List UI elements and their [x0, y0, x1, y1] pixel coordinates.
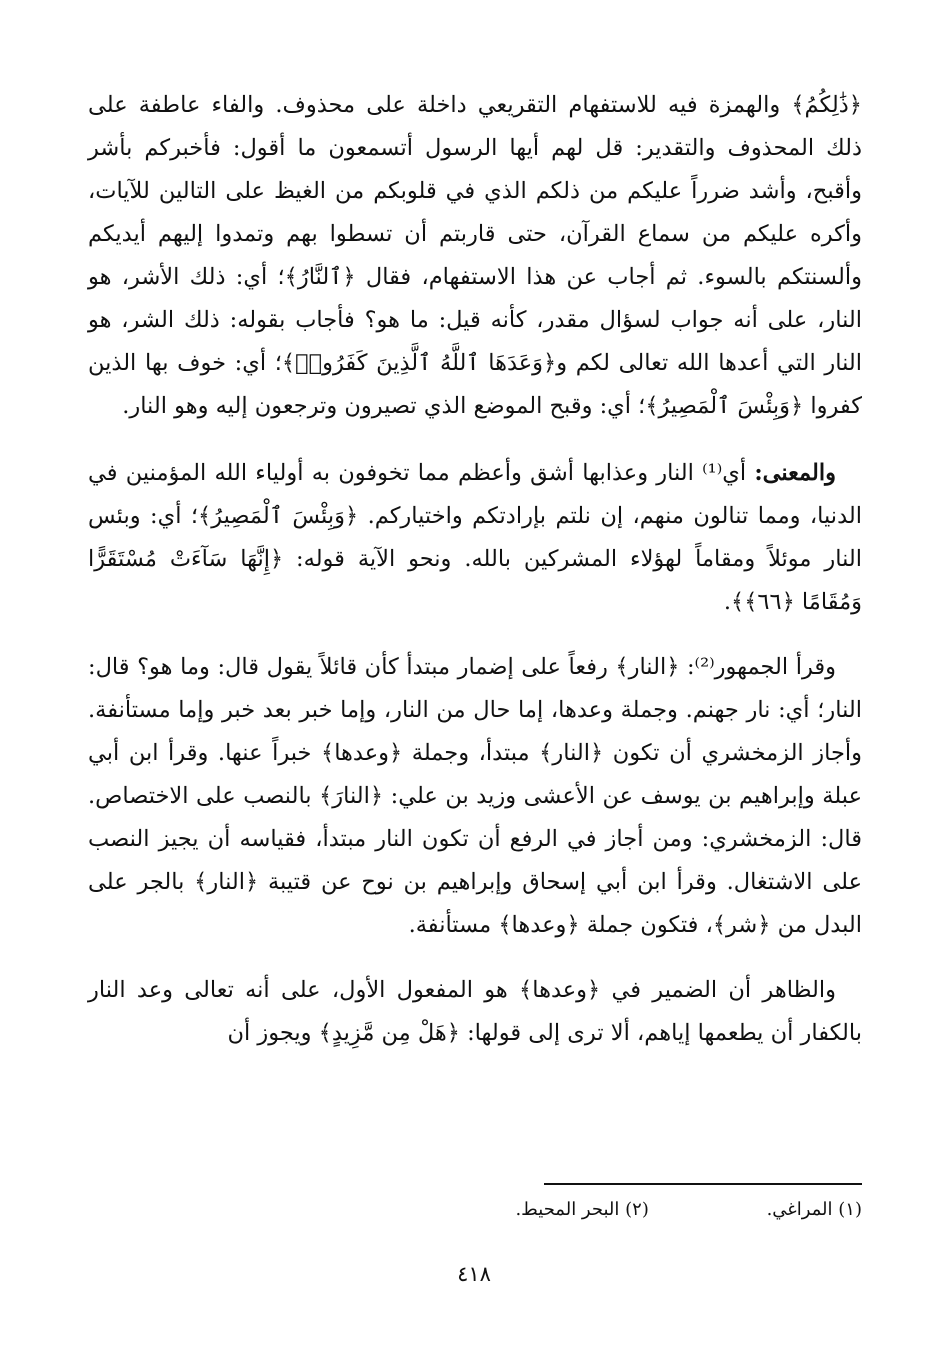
paragraph-lead: والمعنى:	[754, 460, 837, 486]
paragraph-1	[88, 84, 862, 428]
main-text	[88, 84, 862, 1077]
footnote-1: (١) المراغي.	[766, 1199, 862, 1220]
paragraph-text: وقرأ الجمهور⁽²⁾: ﴿النار﴾ رفعاً على إضمار مبتدأ كأن قائلاً يقول قال: وما هو؟ قال: النار؛ أي: نار جهنم. وجملة وعدها، إما حال من النار، وإما خبر بعد خبر وإما مستأنفة. وأجاز الزمخشري أن تكون ﴿النار﴾ مبتدأ، وجملة ﴿وعدها﴾ خبراً عنها. وقرأ ابن أبي عبلة وإبراهيم بن يوسف عن الأعشى وزيد بن علي: ﴿النارَ﴾ بالنصب على الاختصاص. قال: الزمخشري: ومن أجاز في الرفع أن تكون النار مبتدأ، فقياسه أن يجيز النصب على الاشتغال. وقرأ ابن أبي إسحاق وإبراهيم بن نوح عن قتيبة ﴿النار﴾ بالجر على البدل من ﴿شر﴾، فتكون جملة ﴿وعدها﴾ مستأنفة.	[88, 654, 862, 938]
paragraph-text: أي⁽¹⁾ النار وعذابها أشق وأعظم مما تخوفون به أولياء الله المؤمنين في الدنيا، ومما تنالون منهم، إن نلتم بإرادتكم واختياركم. ﴿وَبِئْسَ ٱلْمَصِيرُ﴾؛ أي: وبئس النار موئلاً ومقاماً لهؤلاء المشركين بالله. ونحو الآية قوله: ﴿إِنَّهَا سَآءَتْ مُسْتَقَرًّا وَمُقَامًا ﴿٦٦﴾﴾.	[88, 460, 862, 615]
footnote-2: (٢) البحر المحيط.	[515, 1199, 649, 1220]
paragraph-text: والظاهر أن الضمير في ﴿وعدها﴾ هو المفعول الأول، على أنه تعالى وعد النار بالكفار أن يطعمها إياهم، ألا ترى إلى قولها: ﴿هَلْ مِن مَّزِيدٍ﴾ ويجوز أن	[88, 977, 862, 1046]
footnote-divider	[544, 1183, 862, 1185]
paragraph-text: ﴿ذَٰلِكُمُ﴾ والهمزة فيه للاستفهام التقريعي داخلة على محذوف. والفاء عاطفة على ذلك المحذوف والتقدير: قل لهم أيها الرسول أتسمعون ما أقول: فأخبركم بأشر وأقبح، وأشد ضرراً عليكم من ذلكم الذي في قلوبكم من الغيظ على التالين للآيات، وأكره عليكم من سماع القرآن، حتى قاربتم أن تسطوا بهم وتمدوا إليهم أيديكم وألسنتكم بالسوء. ثم أجاب عن هذا الاستفهام، فقال ﴿ٱلنَّارُ﴾؛ أي: ذلك الأشر، هو النار، على أنه جواب لسؤال مقدر، كأنه قيل: ما هو؟ فأجاب بقوله: ذلك الشر، هو النار التي أعدها الله تعالى لكم و﴿وَعَدَهَا ٱللَّهُ ٱلَّذِينَ كَفَرُوا۟﴾؛ أي: خوف بها الذين كفروا ﴿وَبِئْسَ ٱلْمَصِيرُ﴾؛ أي: وقبح الموضع الذي تصيرون وترجعون إليه وهو النار.	[88, 92, 862, 419]
page-number: ٤١٨	[457, 1262, 491, 1286]
footnotes	[302, 1196, 862, 1224]
paragraph-3	[88, 646, 862, 947]
paragraph-4	[88, 969, 862, 1055]
paragraph-2	[88, 452, 862, 624]
